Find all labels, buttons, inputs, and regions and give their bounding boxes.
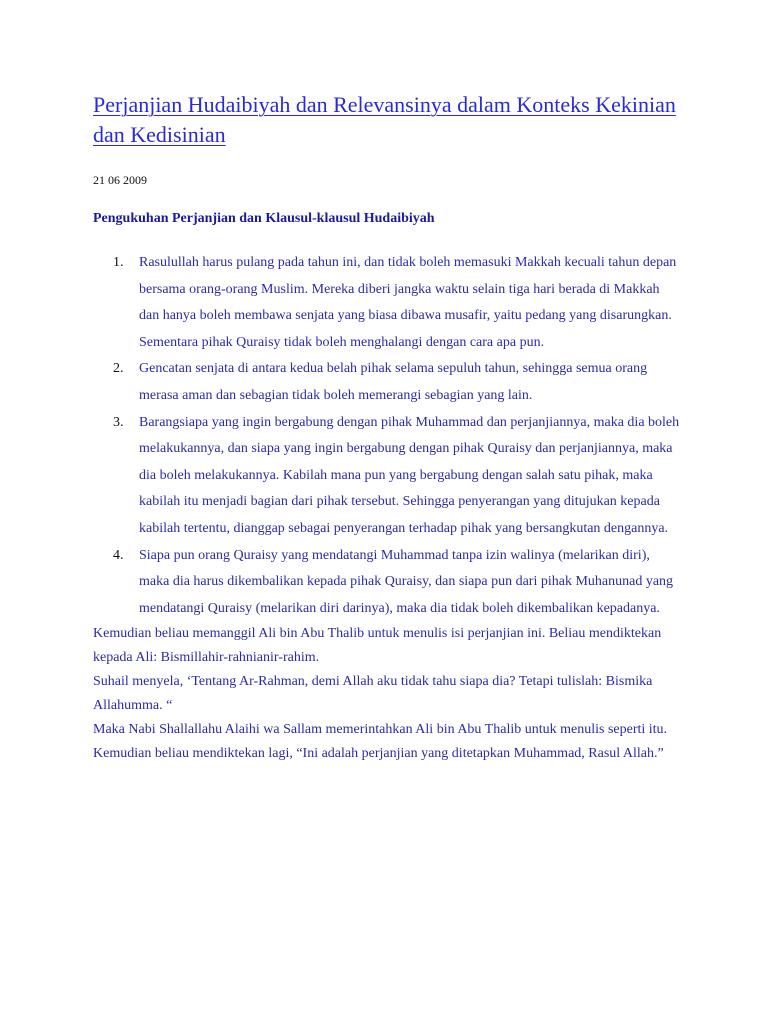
- clause-text: Siapa pun orang Quraisy yang mendatangi Muhammad tanpa izin walinya (melarikan diri), maka dia harus dikembalikan kepada pihak Quraisy, dan siapa pun dari pihak Muhanunad yang mendatangi Quraisy (melarikan diri darinya), maka dia tidak boleh dikembalikan kepadanya.: [139, 547, 674, 616]
- body-paragraph: Suhail menyela, ‘Tentang Ar-Rahman, demi Allah aku tidak tahu siapa dia? Tetapi tulislah: Bismika Allahumma. “: [93, 674, 653, 714]
- section-heading: Pengukuhan Perjanjian dan Klausul-klausul Hudaibiyah: [93, 211, 435, 226]
- body-paragraph: Maka Nabi Shallallahu Alaihi wa Sallam memerintahkan Ali bin Abu Thalib untuk menulis seperti itu. Kemudian beliau mendiktekan lagi, “Ini adalah perjanjian yang ditetapkan Muhammad, Rasul Allah.”: [93, 722, 668, 762]
- clause-item: [113, 543, 683, 623]
- clause-number: 4.: [113, 547, 124, 563]
- clause-number: 1.: [113, 255, 124, 270]
- clause-text: Rasulullah harus pulang pada tahun ini, dan tidak boleh memasuki Makkah kecuali tahun depan bersama orang-orang Muslim. Mereka diberi jangka waktu selain tiga hari berada di Makkah dan hanya boleh membawa senjata yang biasa dibawa musafir, yaitu pedang yang disarungkan. Sementara pihak Quraisy tidak boleh menghalangi dengan cara apa pun.: [139, 255, 677, 350]
- clause-item: [113, 356, 683, 409]
- publish-date: 21 06 2009: [93, 173, 147, 187]
- clause-number: 2.: [113, 361, 124, 377]
- clause-item: [113, 250, 683, 356]
- body-paragraph: Kemudian beliau memanggil Ali bin Abu Thalib untuk menulis isi perjanjian ini. Beliau mendiktekan kepada Ali: Bismillahir-rahnianir-rahim.: [93, 626, 662, 666]
- clause-text: Gencatan senjata di antara kedua belah pihak selama sepuluh tahun, sehingga semua orang merasa aman dan sebagian tidak boleh memerangi sebagian yang lain.: [139, 361, 648, 403]
- clause-number: 3.: [113, 414, 124, 430]
- clause-item: [113, 410, 683, 543]
- document-title-link[interactable]: Perjanjian Hudaibiyah dan Relevansinya dalam Konteks Kekinian dan Kedisinian: [93, 92, 676, 147]
- clause-text: Barangsiapa yang ingin bergabung dengan pihak Muhammad dan perjanjiannya, maka dia boleh melakukannya, dan siapa yang ingin bergabung dengan pihak Quraisy dan perjanjiannya, maka dia boleh melakukannya. Kabilah mana pun yang bergabung dengan salah satu pihak, maka kabilah itu menjadi bagian dari pihak tersebut. Sehingga penyerangan yang ditujukan kepada kabilah tertentu, dianggap sebagai penyerangan terhadap pihak yang bersangkutan dengannya.: [139, 414, 680, 536]
- clause-list: [93, 250, 683, 622]
- document-page: [93, 90, 683, 766]
